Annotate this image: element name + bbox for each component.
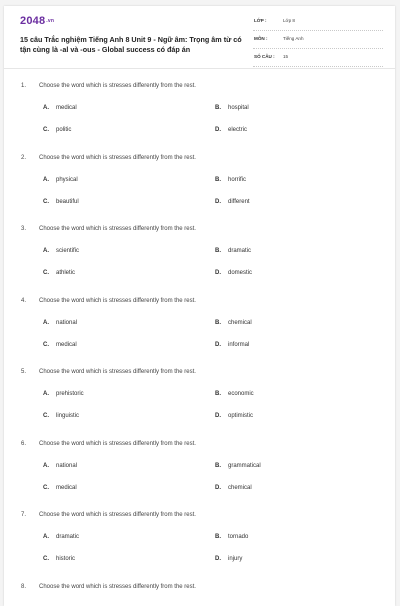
option-letter: C. [43,341,49,348]
option-text: economic [228,391,254,397]
option-letter: A. [43,534,49,540]
answer-option[interactable] [43,342,77,348]
option-letter: A. [43,105,49,111]
answer-option[interactable] [215,485,252,491]
answer-option[interactable] [43,485,77,491]
question-text: Choose the word which is stresses differently from the rest. [39,583,196,590]
meta-label-class: LỚP : [254,18,267,23]
option-text: electric [228,127,248,133]
answer-option[interactable] [43,391,84,397]
meta-row-count [253,50,383,67]
answer-option[interactable] [215,556,242,562]
answer-option[interactable] [43,127,71,133]
option-text: grammatical [228,462,261,469]
meta-box [253,14,383,68]
answer-option[interactable] [43,320,77,326]
answer-option[interactable] [215,342,249,348]
option-letter: C. [43,413,49,419]
meta-value-class: Lớp 8 [283,18,295,23]
question-text: Choose the word which is stresses differently from the rest. [39,297,196,304]
option-text: physical [56,176,78,183]
option-text: national [56,319,78,326]
document-header [4,6,395,69]
option-letter: C. [43,127,49,133]
option-letter: C. [43,484,49,491]
option-text: beautiful [56,198,79,205]
option-letter: D. [215,127,221,133]
option-text: injury [228,556,243,562]
answer-option[interactable] [215,199,250,205]
logo-text: 2048 [20,15,46,27]
option-text: informal [228,341,250,348]
question-number: 3. [21,226,27,232]
answer-option[interactable] [43,534,79,540]
option-text: scientific [56,248,80,254]
option-letter: B. [215,105,221,111]
option-text: hospital [228,105,249,111]
option-text: dramatic [228,248,252,254]
answer-option[interactable] [215,248,251,254]
option-text: dramatic [56,534,80,540]
option-letter: D. [215,556,221,562]
answer-option[interactable] [43,463,77,469]
option-text: horrific [228,176,247,183]
option-letter: D. [215,198,221,205]
logo-tld: .vn [46,18,55,25]
answer-option[interactable] [215,463,261,469]
answer-option[interactable] [215,534,248,540]
question-text: Choose the word which is stresses differently from the rest. [39,369,196,375]
option-letter: A. [43,176,49,183]
question-number: 8. [21,583,27,590]
option-text: chemical [228,319,252,326]
meta-row-subject [253,32,383,49]
answer-option[interactable] [215,127,247,133]
option-letter: A. [43,391,49,397]
question-number: 4. [21,297,27,304]
question-text: Choose the word which is stresses differently from the rest. [39,226,196,232]
document-title: 15 câu Trắc nghiệm Tiếng Anh 8 Unit 9 - Ngữ âm: Trọng âm từ có tận cùng là -al và -ous - Global success có đáp án [20,35,242,54]
question-text: Choose the word which is stresses differently from the rest. [39,512,196,518]
answer-option[interactable] [43,248,79,254]
option-letter: B. [215,534,221,540]
answer-option[interactable] [215,270,252,276]
option-letter: D. [215,413,221,419]
meta-label-count: SỐ CÂU : [254,54,275,59]
option-text: national [56,462,78,469]
option-letter: B. [215,319,221,326]
option-text: optimistic [228,413,254,419]
question-text: Choose the word which is stresses differently from the rest. [39,440,196,447]
option-text: domestic [228,270,253,276]
question-text: Choose the word which is stresses differently from the rest. [39,83,196,89]
answer-option[interactable] [43,270,75,276]
option-letter: B. [215,391,221,397]
question-number: 7. [21,512,27,518]
question-number: 6. [21,440,27,447]
answer-option[interactable] [215,391,254,397]
question-number: 5. [21,369,27,375]
answer-option[interactable] [43,556,75,562]
option-letter: C. [43,198,49,205]
document-page [4,6,395,606]
option-text: politic [56,127,72,133]
answer-option[interactable] [215,177,246,183]
option-letter: C. [43,556,49,562]
option-text: different [228,198,250,205]
option-letter: D. [215,341,221,348]
option-text: linguistic [56,413,80,419]
option-letter: B. [215,248,221,254]
answer-option[interactable] [215,413,253,419]
option-letter: D. [215,270,221,276]
answer-option[interactable] [215,320,252,326]
option-letter: B. [215,462,221,469]
option-letter: A. [43,462,49,469]
answer-option[interactable] [43,105,77,111]
option-text: chemical [228,484,252,491]
meta-row-class [253,14,383,31]
meta-label-subject: MÔN : [254,36,268,41]
option-letter: C. [43,270,49,276]
answer-option[interactable] [215,105,249,111]
option-letter: D. [215,484,221,491]
question-number: 2. [21,154,27,161]
option-text: athletic [56,270,76,276]
meta-value-count: 15 [283,54,289,59]
option-letter: A. [43,319,49,326]
meta-value-subject: Tiếng Anh [283,36,304,41]
option-letter: A. [43,248,49,254]
answer-option[interactable] [43,413,79,419]
answer-option[interactable] [43,199,79,205]
option-letter: B. [215,176,221,183]
option-text: medical [56,105,77,111]
question-number: 1. [21,83,27,89]
option-text: medical [56,341,77,348]
option-text: medical [56,484,77,491]
option-text: historic [56,556,76,562]
option-text: tornado [228,534,249,540]
question-text: Choose the word which is stresses differently from the rest. [39,154,196,161]
answer-option[interactable] [43,177,78,183]
site-logo[interactable] [20,15,54,27]
option-text: prehistoric [56,391,84,397]
